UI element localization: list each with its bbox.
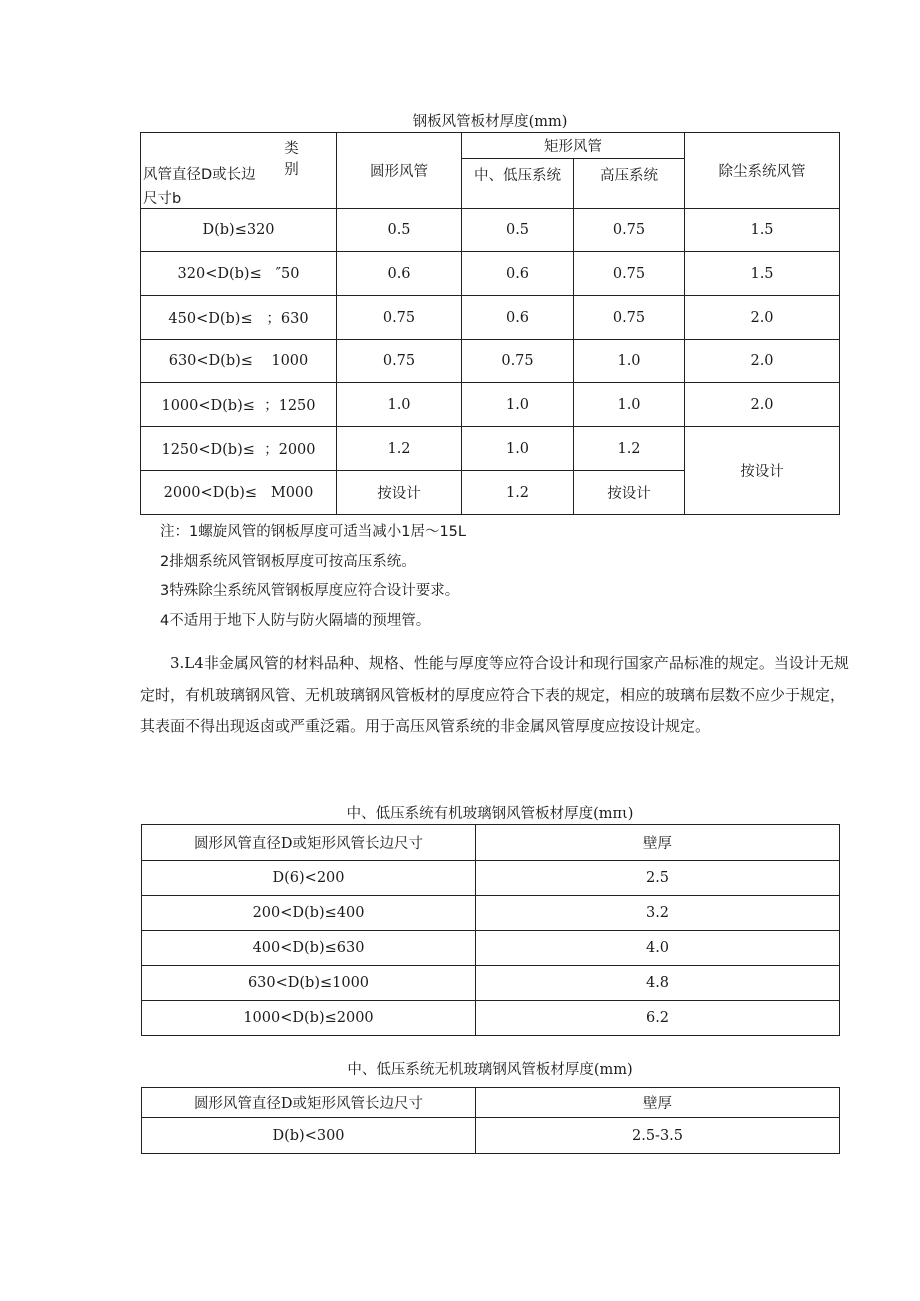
table-row	[142, 861, 840, 896]
table2-caption: 中、低压系统有机玻璃钢风管板材厚度(mπι)	[346, 806, 634, 822]
low-cell: 0.5	[462, 209, 574, 252]
thickness-cell: 4.0	[476, 931, 840, 966]
size-cell: 200<D(b)≤400	[142, 896, 476, 931]
header-size: 圆形风管直径D或矩形风管长边尺寸	[142, 825, 476, 861]
header-thickness: 壁厚	[476, 825, 840, 861]
high-cell: 1.0	[574, 383, 685, 427]
table-row	[141, 340, 840, 383]
low-cell: 1.0	[462, 427, 574, 471]
table-row	[141, 252, 840, 296]
high-cell: 按设计	[574, 471, 685, 515]
round-cell: 0.6	[337, 252, 462, 296]
table-row	[142, 931, 840, 966]
size-cell: 630<D(b)≤ 1000	[141, 340, 337, 383]
table-row	[141, 209, 840, 252]
table1-caption: 钢板风管板材厚度(mm)	[412, 114, 568, 130]
high-cell: 0.75	[574, 252, 685, 296]
low-cell: 1.0	[462, 383, 574, 427]
size-cell: 1000<D(b)≤2000	[142, 1001, 476, 1036]
table-row	[141, 383, 840, 427]
header-dust-duct: 除尘系统风管	[685, 133, 840, 209]
header-rect-low-pressure: 中、低压系统	[462, 159, 574, 209]
thickness-cell: 2.5-3.5	[476, 1118, 840, 1154]
header-size-label-line2: 尺寸b	[143, 191, 182, 207]
high-cell: 0.75	[574, 296, 685, 340]
header-size: 圆形风管直径D或矩形风管长边尺寸	[142, 1088, 476, 1118]
dust-cell: 2.0	[685, 383, 840, 427]
table-row	[142, 966, 840, 1001]
dust-cell: 2.0	[685, 296, 840, 340]
table3-caption: 中、低压系统无机玻璃钢风管板材厚度(mm)	[347, 1062, 633, 1078]
header-round-duct: 圆形风管	[337, 133, 462, 209]
high-cell: 1.2	[574, 427, 685, 471]
low-cell: 1.2	[462, 471, 574, 515]
thickness-cell: 3.2	[476, 896, 840, 931]
low-cell: 0.75	[462, 340, 574, 383]
high-cell: 1.0	[574, 340, 685, 383]
thickness-cell: 2.5	[476, 861, 840, 896]
low-cell: 0.6	[462, 296, 574, 340]
organic-frp-thickness-table	[141, 824, 840, 1036]
round-cell: 0.75	[337, 296, 462, 340]
size-cell: D(b)≤320	[141, 209, 337, 252]
note-3: 3特殊除尘系统风管钢板厚度应符合设计要求。	[160, 583, 460, 599]
high-cell: 0.75	[574, 209, 685, 252]
header-rect-high-pressure: 高压系统	[574, 159, 685, 209]
dust-cell: 1.5	[685, 252, 840, 296]
paragraph-text: 3.L4非金属风管的材料品种、规格、性能与厚度等应符合设计和现行国家产品标准的规定。当设计无规定时，有机玻璃钢风管、无机玻璃钢风管板材的厚度应符合下表的规定，相应的玻璃布层数不应少于规定，其表面不得出现返卤或严重泛霜。用于高压风管系统的非金属风管厚度应按设计规定。	[140, 654, 849, 735]
table-row	[142, 896, 840, 931]
size-cell: 450<D(b)≤ ；630	[141, 296, 337, 340]
size-cell: 2000<D(b)≤ M000	[141, 471, 337, 515]
steel-duct-thickness-table	[140, 132, 840, 515]
header-size-label-line1: 风管直径D或长边	[143, 167, 256, 183]
size-cell: 630<D(b)≤1000	[142, 966, 476, 1001]
notes-block	[160, 518, 466, 636]
thickness-cell: 6.2	[476, 1001, 840, 1036]
table-row	[142, 1118, 840, 1154]
round-cell: 1.0	[337, 383, 462, 427]
table-row	[142, 1001, 840, 1036]
table-row	[141, 427, 840, 471]
note-4: 4不适用于地下人防与防火隔墙的预埋管。	[160, 612, 431, 629]
thickness-cell: 4.8	[476, 966, 840, 1001]
dust-cell: 1.5	[685, 209, 840, 252]
inorganic-frp-thickness-table	[141, 1087, 840, 1154]
size-cell: 320<D(b)≤ ″50	[141, 252, 337, 296]
header-thickness: 壁厚	[476, 1088, 840, 1118]
dust-cell: 2.0	[685, 340, 840, 383]
size-cell: 1250<D(b)≤ ；2000	[141, 427, 337, 471]
round-cell: 0.5	[337, 209, 462, 252]
round-cell: 按设计	[337, 471, 462, 515]
low-cell: 0.6	[462, 252, 574, 296]
header-category-cell	[141, 133, 337, 209]
note-1: 注：1螺旋风管的钢板厚度可适当减小1居〜15L	[160, 524, 466, 540]
size-cell: D(b)<300	[142, 1118, 476, 1154]
body-paragraph	[140, 648, 855, 743]
note-2: 2排烟系统风管钢板厚度可按高压系统。	[160, 553, 416, 570]
size-cell: 1000<D(b)≤ ；1250	[141, 383, 337, 427]
header-rect-duct: 矩形风管	[462, 133, 685, 159]
table-row	[141, 296, 840, 340]
header-category: 类 别	[284, 141, 313, 178]
round-cell: 1.2	[337, 427, 462, 471]
round-cell: 0.75	[337, 340, 462, 383]
size-cell: 400<D(b)≤630	[142, 931, 476, 966]
size-cell: D(6)<200	[142, 861, 476, 896]
dust-cell-merged: 按设计	[685, 427, 840, 515]
